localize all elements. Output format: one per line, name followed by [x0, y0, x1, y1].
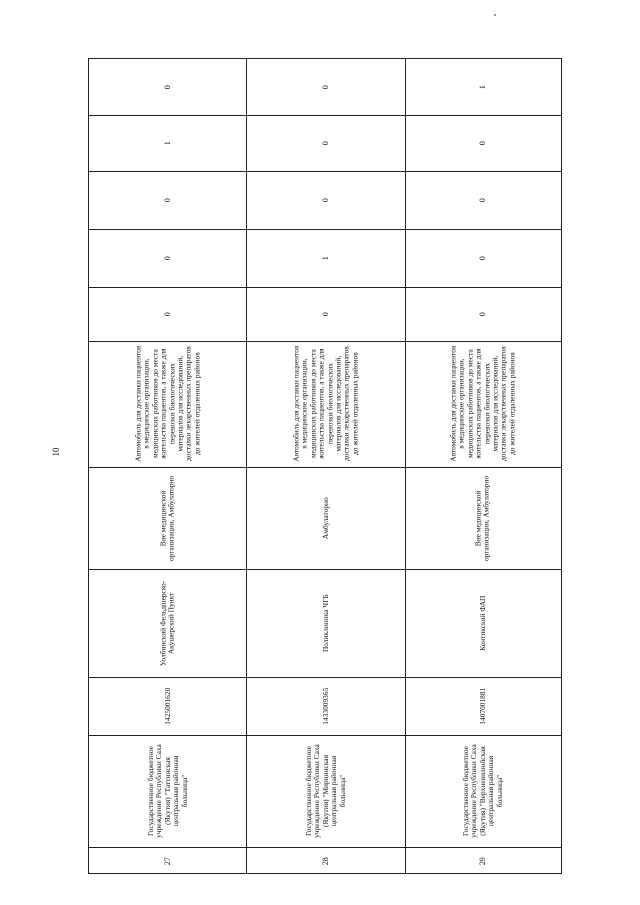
cell-value-5: 0	[320, 85, 330, 89]
cell-purpose: Автомобиль для доставки пациентов в медицинские организации, медицинских работников до места жительства пациентов, а также для перевозки биологических материалов для исследований, доставки лекарственных препаратов до жителей отдаленных районов	[132, 345, 201, 463]
cell-value-2: 1	[320, 256, 330, 260]
cell-unit: Уолбинский Фельдшерско-Акушерский Пункт	[158, 580, 176, 666]
cell-organization: Государственное бюджетное учреждение Республики Саха (Якутия) "Таттинская центральная районная больница"	[145, 744, 189, 838]
cell-value-3: 0	[477, 198, 487, 202]
cell-unit: Кентикский ФАП	[477, 595, 487, 651]
cell-value-2: 0	[477, 256, 487, 260]
cell-organization: Государственное бюджетное учреждение Республики Саха (Якутия) "Верхневилюйская центральная районная больница"	[460, 744, 504, 838]
cell-value-1: 0	[162, 312, 172, 316]
cell-row-number: 27	[162, 857, 172, 865]
cell-row-number: 28	[320, 857, 330, 865]
records-table	[88, 58, 562, 874]
cell-purpose: Автомобиль для доставки пациентов в медицинские организации, медицинских работников до места жительства пациентов, а также для перевозки биологических материалов для исследований, доставки лекарственных препаратов до жителей отдаленных районов	[290, 345, 359, 463]
cell-value-1: 0	[477, 312, 487, 316]
cell-row-number: 29	[477, 857, 487, 865]
cell-organization: Государственное бюджетное учреждение Республики Саха (Якутия) "Мирнинская центральная районная больница"	[303, 744, 347, 838]
page-number: 10	[51, 447, 61, 457]
cell-value-4: 0	[320, 141, 330, 145]
cell-purpose: Автомобиль для доставки пациентов в медицинские организации, медицинских работников до места жительства пациентов, а также для перевозки биологических материалов для исследований, доставки лекарственных препаратов до жителей отдаленных районов	[448, 345, 517, 463]
cell-value-3: 0	[162, 198, 172, 202]
cell-value-3: 0	[320, 198, 330, 202]
cell-inn: 1433009365	[320, 687, 330, 725]
cell-unit: Поликлиника ЧГБ	[320, 594, 330, 652]
scan-speck	[494, 14, 496, 16]
cell-inn: 1407001881	[477, 687, 487, 725]
cell-inn: 1425001620	[162, 687, 172, 725]
cell-location: Вне медицинской организации, Амбулаторно	[158, 475, 176, 561]
cell-value-5: 1	[477, 85, 487, 89]
cell-value-2: 0	[162, 256, 172, 260]
cell-location: Вне медицинской организации, Амбулаторно	[473, 475, 491, 561]
cell-value-5: 0	[162, 85, 172, 89]
cell-value-4: 1	[162, 141, 172, 145]
cell-value-4: 0	[477, 141, 487, 145]
cell-value-1: 0	[320, 312, 330, 316]
cell-location: Амбулаторно	[320, 497, 330, 539]
